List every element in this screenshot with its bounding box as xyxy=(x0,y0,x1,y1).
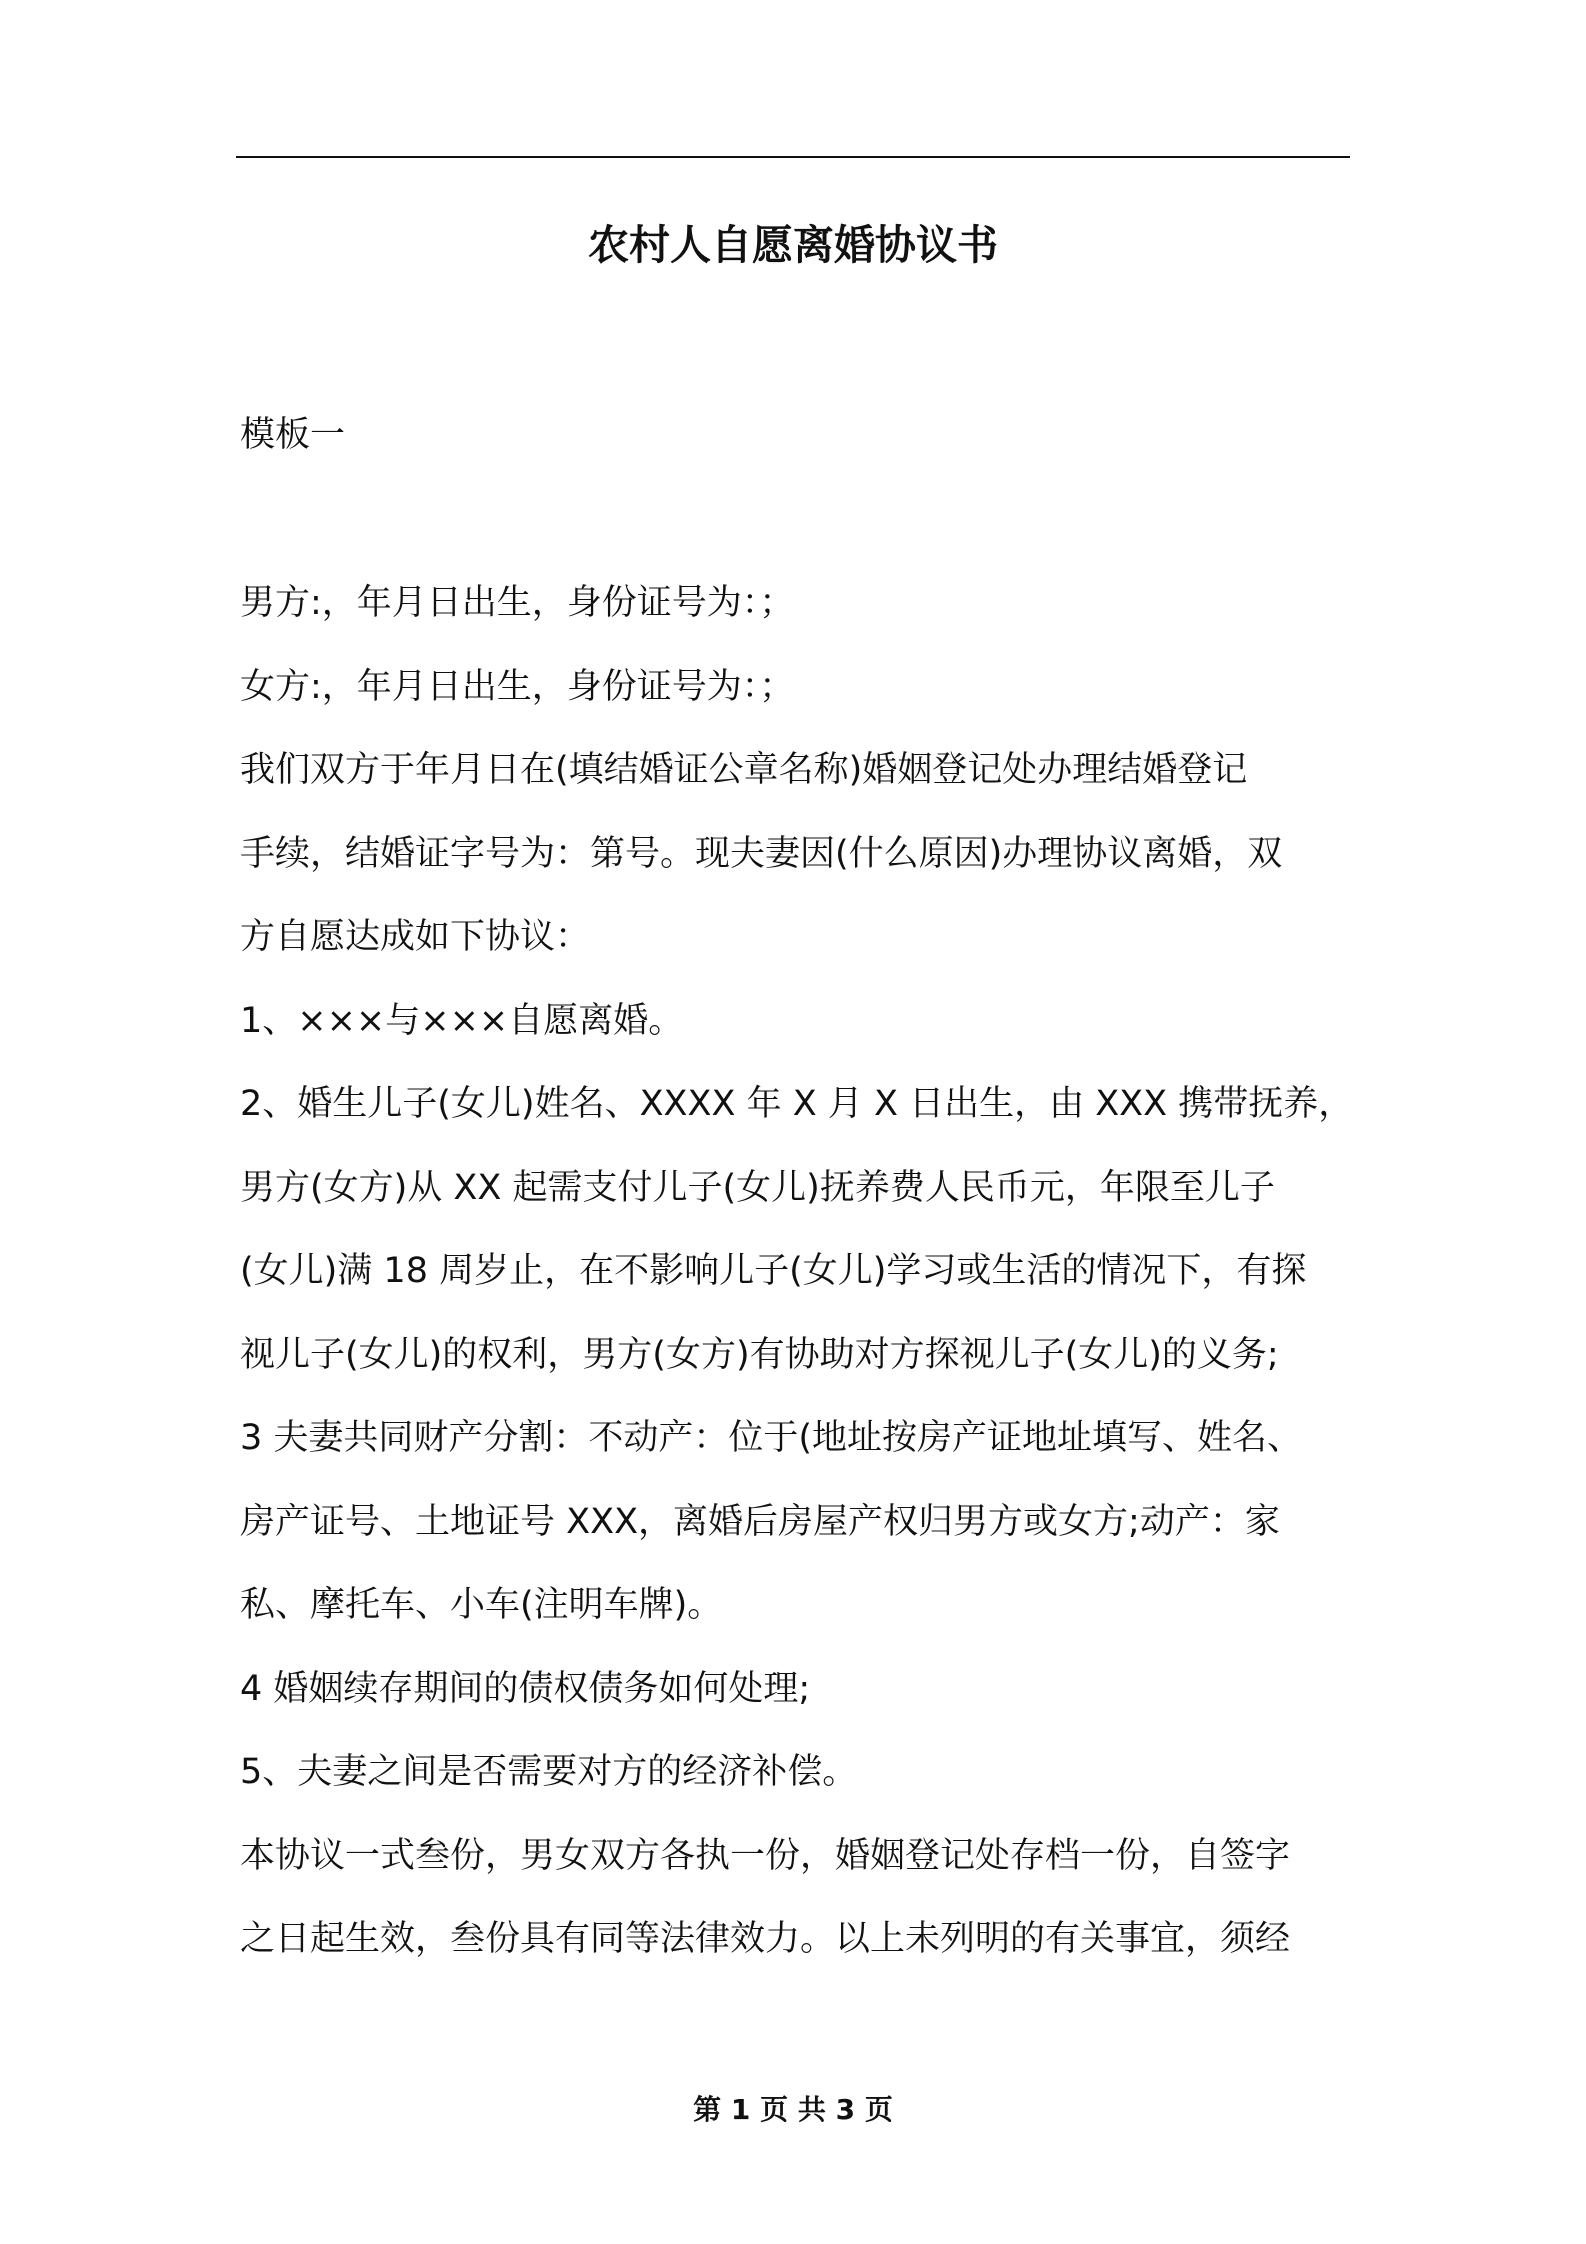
template-label: 模板一 xyxy=(240,415,346,455)
clause-2-line-2: 男方(女方)从 XX 起需支付儿子(女儿)抚养费人民币元，年限至儿子 xyxy=(240,1167,1275,1208)
closing-line-2: 之日起生效，叁份具有同等法律效力。以上未列明的有关事宜，须经 xyxy=(240,1919,1291,1959)
document-title: 农村人自愿离婚协议书 xyxy=(588,221,998,269)
line-male-party: 男方:，年月日出生，身份证号为：； xyxy=(240,583,795,623)
clause-3-line-1: 3 夫妻共同财产分割：不动产：位于(地址按房产证地址填写、姓名、 xyxy=(240,1418,1303,1458)
clause-1: 1、×××与×××自愿离婚。 xyxy=(240,1000,684,1041)
clause-2-line-4: 视儿子(女儿)的权利，男方(女方)有协助对方探视儿子(女儿)的义务; xyxy=(240,1334,1279,1375)
line-marriage-certificate: 手续，结婚证字号为：第号。现夫妻因(什么原因)办理协议离婚，双 xyxy=(240,833,1283,874)
line-agreement-intro: 方自愿达成如下协议： xyxy=(240,917,591,957)
clause-2-line-3: (女儿)满 18 周岁止，在不影响儿子(女儿)学习或生活的情况下，有探 xyxy=(240,1251,1307,1291)
clause-2-line-1: 2、婚生儿子(女儿)姓名、XXXX 年 X 月 X 日出生，由 XXX 携带抚养， xyxy=(240,1084,1354,1124)
clause-3-line-3: 私、摩托车、小车(注明车牌)。 xyxy=(240,1585,723,1625)
header-rule xyxy=(236,156,1350,158)
page-indicator: 第 1 页 共 3 页 xyxy=(693,2093,893,2126)
closing-line-1: 本协议一式叁份，男女双方各执一份，婚姻登记处存档一份，自签字 xyxy=(240,1835,1291,1876)
clause-5: 5、夫妻之间是否需要对方的经济补偿。 xyxy=(240,1752,858,1792)
agreement-body xyxy=(240,575,1354,1995)
line-marriage-registration: 我们双方于年月日在(填结婚证公章名称)婚姻登记处办理结婚登记 xyxy=(240,750,1248,790)
clause-4: 4 婚姻续存期间的债权债务如何处理; xyxy=(240,1668,811,1709)
line-female-party: 女方:，年月日出生，身份证号为：； xyxy=(240,666,795,707)
clause-3-line-2: 房产证号、土地证号 XXX，离婚后房屋产权归男方或女方;动产：家 xyxy=(240,1501,1280,1542)
